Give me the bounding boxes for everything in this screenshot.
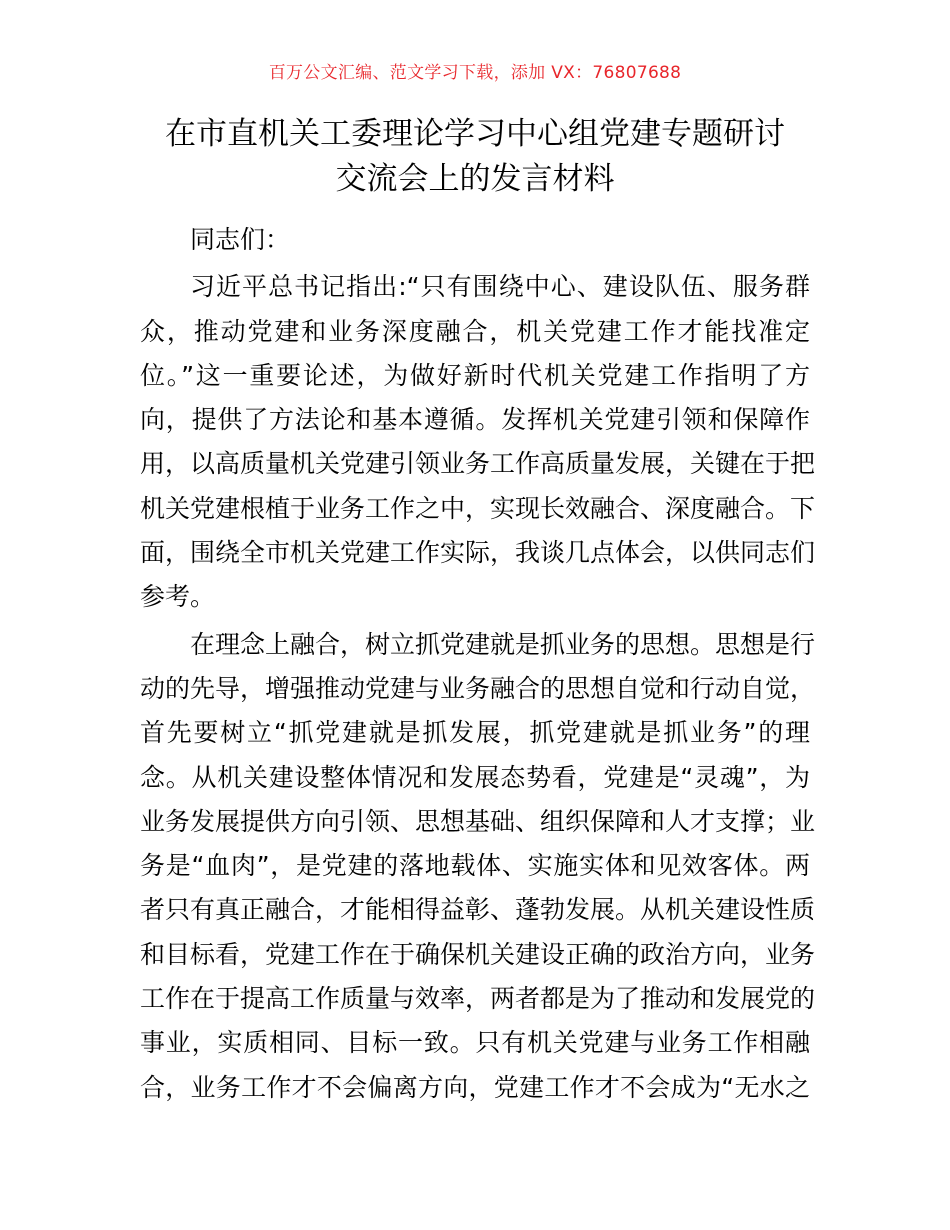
text-line: 机关党建根植于业务工作之中，实现长效融合、深度融合。下 (140, 493, 816, 523)
document-title (140, 112, 810, 202)
text-line: 首先要树立“抓党建就是抓发展，抓党建就是抓业务”的理 (140, 718, 810, 748)
text-line: 务是“血肉”，是党建的落地载体、实施实体和见效客体。两 (140, 851, 810, 881)
text-line: 众，推动党建和业务深度融合，机关党建工作才能找准定 (140, 316, 810, 346)
text-line: 者只有真正融合，才能相得益彰、蓬勃发展。从机关建设性质 (140, 895, 816, 925)
text-line: 习近平总书记指出:“只有围绕中心、建设队伍、服务群 (190, 272, 810, 302)
text-line: 业务发展提供方向引领、思想基础、组织保障和人才支撑；业 (140, 806, 816, 836)
text-line: 和目标看，党建工作在于确保机关建设正确的政治方向，业务 (140, 939, 816, 969)
text-line: 动的先导，增强推动党建与业务融合的思想自觉和行动自觉， (140, 673, 816, 703)
text-line: 念。从机关建设整体情况和发展态势看，党建是“灵魂”，为 (140, 762, 810, 792)
text-line: 事业，实质相同、目标一致。只有机关党建与业务工作相融 (140, 1028, 810, 1058)
salutation-paragraph (140, 218, 810, 262)
watermark-header: 百万公文汇编、范文学习下载，添加 VX：76807688 (268, 63, 682, 83)
text-line: 用，以高质量机关党建引领业务工作高质量发展，关键在于把 (140, 449, 816, 479)
paragraphs (140, 265, 816, 1110)
title-line-1: 在市直机关工委理论学习中心组党建专题研讨 (165, 116, 785, 152)
text-line: 在理念上融合，树立抓党建就是抓业务的思想。思想是行 (190, 629, 816, 659)
salutation: 同志们： (190, 225, 291, 254)
paragraph (140, 265, 816, 619)
text-line: 参考。 (140, 582, 216, 612)
text-line: 合，业务工作才不会偏离方向，党建工作才不会成为“无水之 (140, 1072, 810, 1102)
text-line: 面，围绕全市机关党建工作实际，我谈几点体会，以供同志们 (140, 538, 816, 568)
text-line: 位。”这一重要论述，为做好新时代机关党建工作指明了方 (140, 360, 810, 390)
text-line: 向，提供了方法论和基本遵循。发挥机关党建引领和保障作 (140, 405, 810, 435)
document-body (140, 218, 816, 1113)
title-line-2: 交流会上的发言材料 (335, 161, 615, 197)
text-line: 工作在于提高工作质量与效率，两者都是为了推动和发展党的 (140, 984, 816, 1014)
paragraph (140, 623, 816, 1110)
